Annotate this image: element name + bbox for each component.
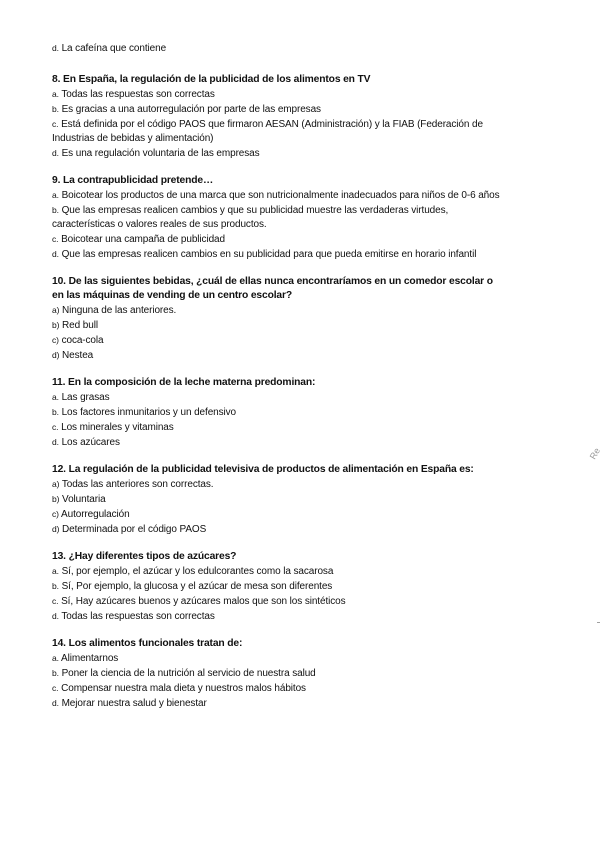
answer-option — [52, 435, 504, 450]
answer-option — [52, 333, 504, 348]
option-letter: c. — [52, 683, 59, 693]
option-text: Todas las respuestas son correctas — [61, 611, 215, 622]
option-text: coca-cola — [61, 335, 104, 346]
answer-option — [52, 594, 504, 609]
question-block — [52, 73, 504, 161]
option-letter: a. — [52, 190, 59, 200]
option-letter: d. — [52, 148, 59, 158]
answer-option — [52, 666, 504, 681]
answer-option — [52, 188, 504, 203]
question-title: 13. ¿Hay diferentes tipos de azúcares? — [52, 551, 237, 562]
option-text: Poner la ciencia de la nutrición al servicio de nuestra salud — [61, 668, 316, 679]
answer-option — [52, 609, 504, 624]
option-letter: d) — [52, 524, 60, 534]
answer-option — [52, 420, 504, 435]
option-letter: c. — [52, 596, 59, 606]
option-text: Boicotear los productos de una marca que son nutricionalmente inadecuados para niños de 0-6 años — [61, 190, 500, 201]
answer-option — [52, 247, 504, 262]
option-text: La cafeína que contiene — [61, 43, 167, 54]
option-letter: c. — [52, 119, 59, 129]
option-letter: a. — [52, 653, 59, 663]
option-text: Está definida por el código PAOS que firmaron AESAN (Administración) y la FIAB (Federación de Industrias de bebidas y alimentación) — [52, 119, 483, 144]
question-block — [52, 275, 504, 363]
leading-option — [52, 41, 504, 56]
option-text: Sí, por ejemplo, el azúcar y los edulcorantes como la sacarosa — [61, 566, 334, 577]
option-text: Alimentarnos — [61, 653, 119, 664]
option-letter: b. — [52, 205, 59, 215]
option-letter: a) — [52, 479, 60, 489]
option-letter: d. — [52, 437, 59, 447]
option-letter: b) — [52, 320, 60, 330]
option-letter: a. — [52, 89, 59, 99]
question-block — [52, 463, 504, 537]
question-title: 9. La contrapublicidad pretende… — [52, 175, 214, 186]
option-letter: b) — [52, 494, 60, 504]
question-list — [52, 73, 504, 711]
answer-option — [52, 390, 504, 405]
answer-option — [52, 564, 504, 579]
option-text: Los minerales y vitaminas — [61, 422, 174, 433]
answer-option — [52, 507, 504, 522]
answer-option — [52, 522, 504, 537]
option-text: Es gracias a una autorregulación por parte de las empresas — [61, 104, 321, 115]
option-text: Mejorar nuestra salud y bienestar — [61, 698, 207, 709]
option-text: Boicotear una campaña de publicidad — [61, 234, 225, 245]
edge-mark — [597, 622, 600, 623]
question-title: 10. De las siguientes bebidas, ¿cuál de ellas nunca encontraríamos en un comedor escolar o en las máquinas de vending de un centro escolar? — [52, 276, 493, 301]
option-text: Es una regulación voluntaria de las empresas — [61, 148, 260, 159]
option-text: Nestea — [62, 350, 94, 361]
option-letter: a. — [52, 566, 59, 576]
option-letter: c. — [52, 234, 59, 244]
option-letter: d. — [52, 249, 59, 259]
question-title: 8. En España, la regulación de la publicidad de los alimentos en TV — [52, 74, 371, 85]
question-block — [52, 637, 504, 711]
edge-text-fragment: Re — [588, 446, 603, 461]
option-letter: b. — [52, 581, 59, 591]
answer-option — [52, 579, 504, 594]
option-text: Que las empresas realicen cambios en su publicidad para que pueda emitirse en horario infantil — [61, 249, 477, 260]
option-letter: d. — [52, 698, 59, 708]
answer-option — [52, 348, 504, 363]
option-text: Autorregulación — [61, 509, 130, 520]
option-text: Que las empresas realicen cambios y que su publicidad muestre las verdaderas virtudes, características o valores reales de sus productos. — [52, 205, 449, 230]
option-letter: c) — [52, 509, 59, 519]
answer-option — [52, 232, 504, 247]
option-text: Determinada por el código PAOS — [62, 524, 207, 535]
option-text: Compensar nuestra mala dieta y nuestros malos hábitos — [61, 683, 306, 694]
answer-option — [52, 477, 504, 492]
answer-option — [52, 102, 504, 117]
answer-option — [52, 303, 504, 318]
option-text: Las grasas — [61, 392, 110, 403]
option-text: Sí, Hay azúcares buenos y azúcares malos que son los sintéticos — [61, 596, 346, 607]
option-letter: d. — [52, 43, 59, 53]
question-title: 11. En la composición de la leche materna predominan: — [52, 377, 316, 388]
option-text: Sí, Por ejemplo, la glucosa y el azúcar de mesa son diferentes — [61, 581, 333, 592]
answer-option — [52, 318, 504, 333]
answer-option — [52, 87, 504, 102]
option-letter: a. — [52, 392, 59, 402]
option-letter: a) — [52, 305, 60, 315]
option-text: Ninguna de las anteriores. — [62, 305, 177, 316]
option-text: Todas las anteriores son correctas. — [61, 479, 214, 490]
answer-option — [52, 405, 504, 420]
option-text: Los azúcares — [61, 437, 120, 448]
answer-option — [52, 203, 504, 232]
option-text: Voluntaria — [62, 494, 106, 505]
answer-option — [52, 492, 504, 507]
question-block — [52, 376, 504, 450]
option-letter: d) — [52, 350, 60, 360]
answer-option — [52, 651, 504, 666]
question-block — [52, 550, 504, 624]
option-letter: c. — [52, 422, 59, 432]
quiz-document — [52, 41, 504, 724]
question-title: 14. Los alimentos funcionales tratan de: — [52, 638, 243, 649]
question-title: 12. La regulación de la publicidad televisiva de productos de alimentación en España es: — [52, 464, 474, 475]
option-letter: b. — [52, 407, 59, 417]
option-letter: d. — [52, 611, 59, 621]
question-block — [52, 174, 504, 262]
option-letter: c) — [52, 335, 59, 345]
answer-option — [52, 696, 504, 711]
option-text: Red bull — [62, 320, 98, 331]
option-text: Los factores inmunitarios y un defensivo — [61, 407, 237, 418]
option-text: Todas las respuestas son correctas — [61, 89, 215, 100]
option-letter: b. — [52, 104, 59, 114]
answer-option — [52, 681, 504, 696]
answer-option — [52, 146, 504, 161]
option-letter: b. — [52, 668, 59, 678]
answer-option — [52, 117, 504, 146]
